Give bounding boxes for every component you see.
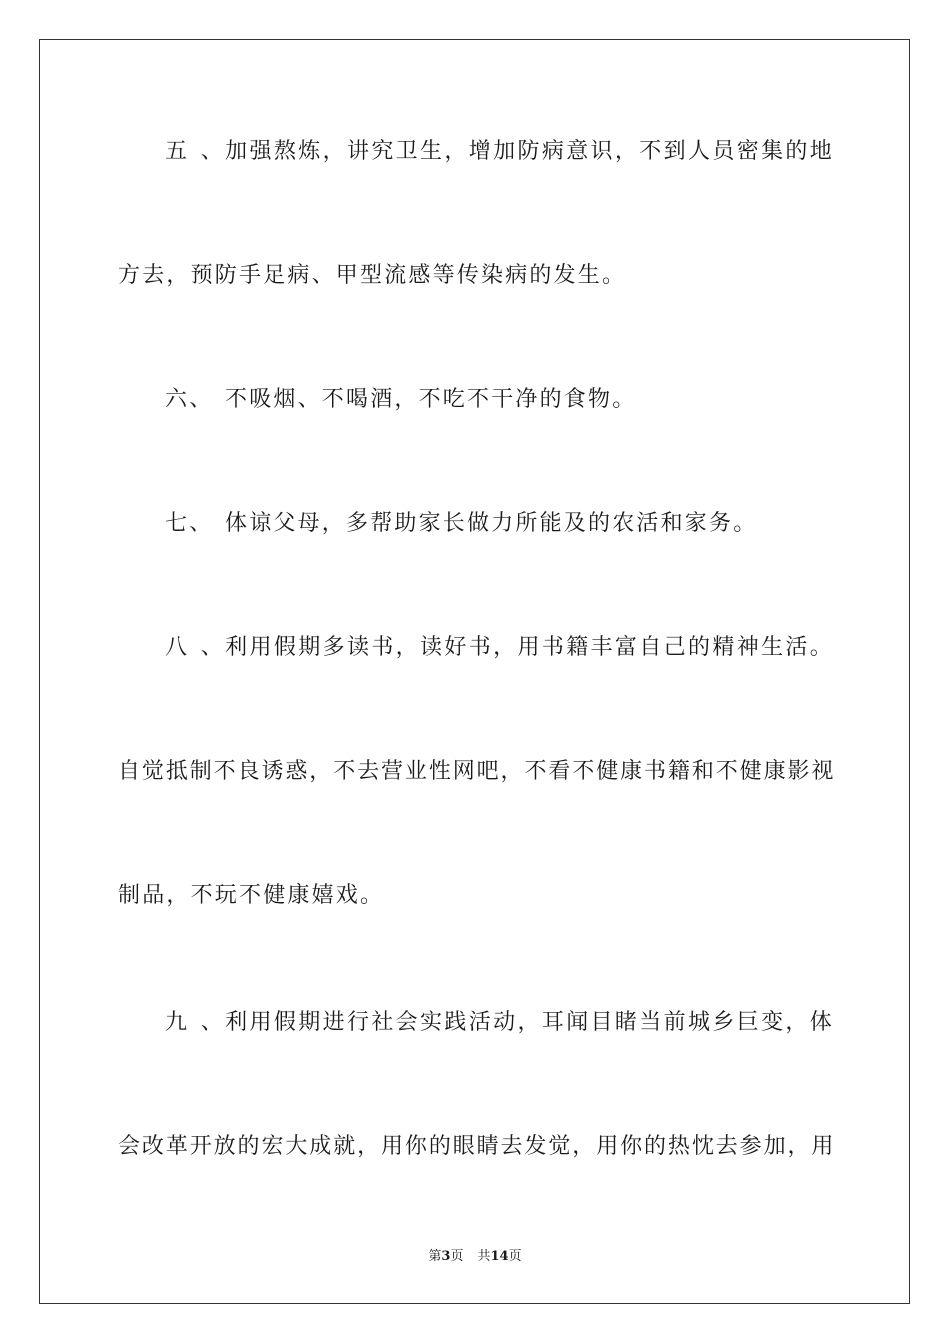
paragraph-5-text-1: 加强熬炼，讲究卫生，增加防病意识，不到人员密集的地 [225,139,834,164]
paragraph-8-line-3: 制品，不玩不健康嬉戏。 [118,883,385,908]
paragraph-5-line-1 [165,137,834,167]
paragraph-7-text-1: 体谅父母，多帮助家长做力所能及的农活和家务。 [225,511,758,536]
paragraph-8-number: 八、 [165,635,225,660]
paragraph-8-text-1: 利用假期多读书，读好书，用书籍丰富自己的精神生活。 [225,635,834,660]
paragraph-7-number: 七、 [165,511,214,536]
paragraph-5-line-2: 方去，预防手足病、甲型流感等传染病的发生。 [118,263,627,288]
total-label-suffix: 页 [508,1249,522,1264]
paragraph-9-text-1: 利用假期进行社会实践活动，耳闻目睹当前城乡巨变，体 [225,1010,834,1035]
page-label-suffix: 页 [450,1249,464,1264]
page-footer [0,1249,950,1265]
paragraph-8-line-1 [165,633,834,663]
paragraph-7-line-1 [165,509,834,539]
paragraph-5-number: 五、 [165,139,225,164]
paragraph-6-line-1 [165,385,834,415]
total-pages: 14 [490,1249,509,1264]
paragraph-6-text-1: 不吸烟、不喝酒，不吃不干净的食物。 [225,387,637,412]
page-label-prefix: 第 [428,1249,442,1264]
paragraph-8-line-2: 自觉抵制不良诱惑，不去营业性网吧，不看不健康书籍和不健康影视 [118,759,834,784]
paragraph-9-line-1 [165,1008,834,1038]
paragraph-9-number: 九、 [165,1010,225,1035]
page-number: 3 [441,1249,451,1264]
total-label-prefix: 共 [477,1249,491,1264]
page-frame [39,39,910,1304]
paragraph-9-line-2: 会改革开放的宏大成就，用你的眼睛去发觉，用你的热忱去参加，用 [118,1134,834,1159]
paragraph-6-number: 六、 [165,387,214,412]
